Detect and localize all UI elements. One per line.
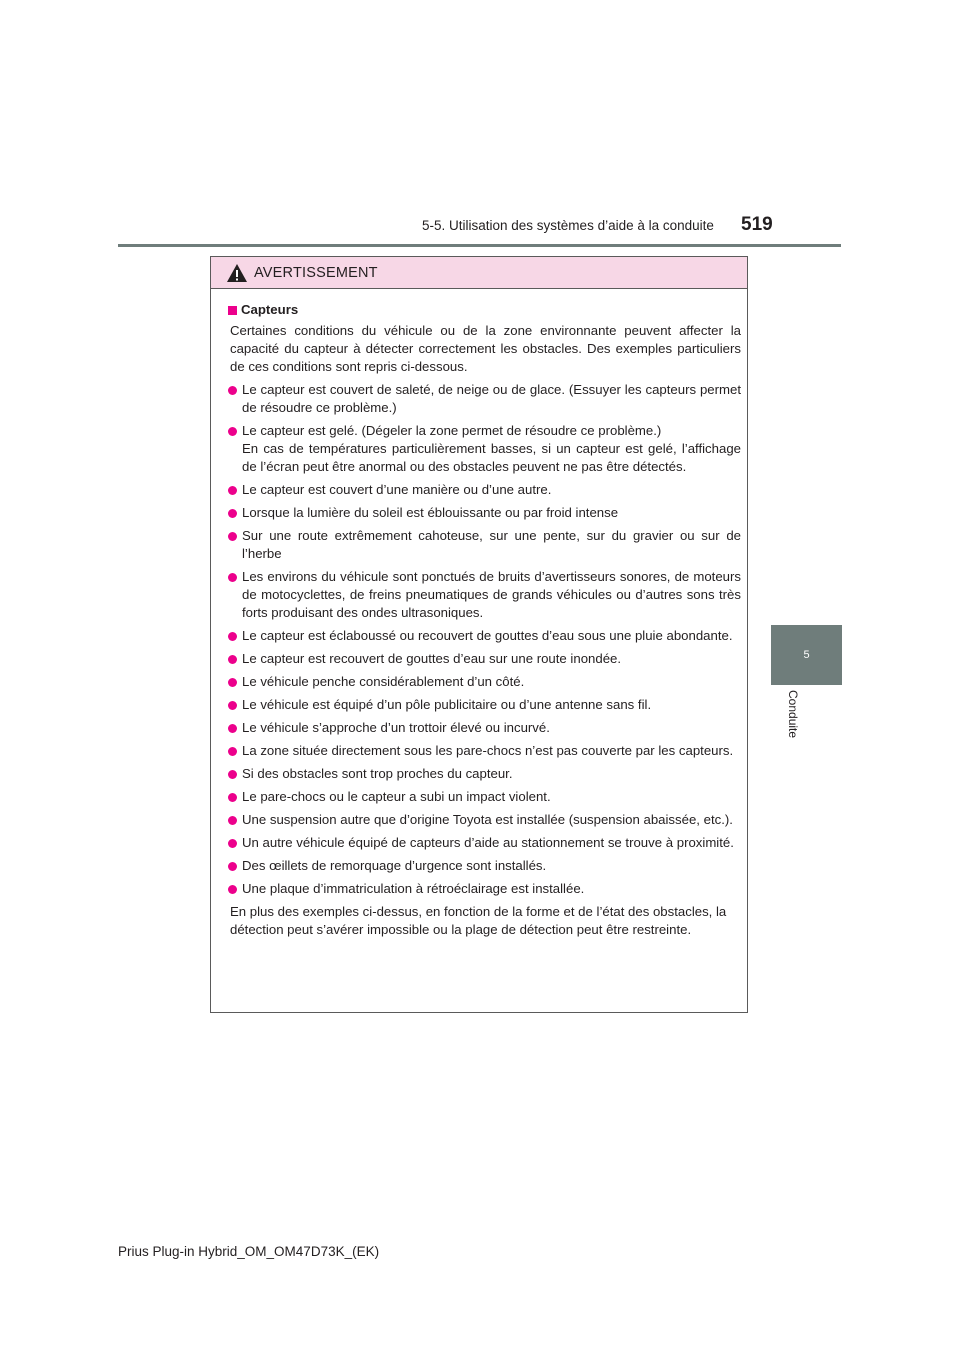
list-item bbox=[228, 673, 741, 691]
round-bullet-icon bbox=[228, 655, 237, 664]
intro-paragraph: Certaines conditions du véhicule ou de la zone environnante peuvent affecter la capacité du capteur à détecter correctement les obstacles. Des exemples particuliers de ces conditions sont repris ci-dessous. bbox=[230, 323, 741, 374]
round-bullet-icon bbox=[228, 793, 237, 802]
round-bullet-icon bbox=[228, 632, 237, 641]
round-bullet-icon bbox=[228, 573, 237, 582]
list-item bbox=[228, 880, 741, 898]
list-item-text: Le pare-chocs ou le capteur a subi un impact violent. bbox=[242, 789, 551, 804]
round-bullet-icon bbox=[228, 724, 237, 733]
round-bullet-icon bbox=[228, 885, 237, 894]
section-heading bbox=[228, 301, 741, 319]
list-item-text: Le véhicule est équipé d’un pôle publicitaire ou d’une antenne sans fil. bbox=[242, 697, 652, 712]
chapter-tab[interactable] bbox=[771, 625, 842, 685]
list-item bbox=[228, 504, 741, 522]
warning-title: AVERTISSEMENT bbox=[254, 264, 378, 281]
footer-model: Prius Plug-in Hybrid_OM_OM47D73K_(EK) bbox=[118, 1244, 380, 1259]
list-item-text: Sur une route extrêmement cahoteuse, sur une pente, sur du gravier ou sur de l’herbe bbox=[242, 528, 741, 561]
list-item-text: La zone située directement sous les pare-chocs n’est pas couverte par les capteurs. bbox=[242, 743, 734, 758]
round-bullet-icon bbox=[228, 770, 237, 779]
list-item bbox=[228, 857, 741, 875]
list-item-text: Une suspension autre que d’origine Toyota est installée (suspension abaissée, etc.). bbox=[242, 812, 733, 827]
list-item bbox=[228, 481, 741, 499]
section-title: 5-5. Utilisation des systèmes d’aide à la conduite bbox=[422, 218, 714, 233]
warning-header bbox=[211, 257, 747, 289]
list-item-text: Une plaque d’immatriculation à rétroéclairage est installée. bbox=[242, 881, 585, 896]
list-item bbox=[228, 696, 741, 714]
list-item-text: Les environs du véhicule sont ponctués de bruits d’avertisseurs sonores, de moteurs de motocyclettes, de freins pneumatiques de grands véhicules ou d’autres sons très forts produisant des ondes ultrasoniques. bbox=[242, 569, 741, 620]
chapter-title: Conduite bbox=[786, 690, 800, 739]
list-item-text: Lorsque la lumière du soleil est éblouissante ou par froid intense bbox=[242, 505, 619, 520]
list-item-text: Le capteur est gelé. (Dégeler la zone permet de résoudre ce problème.) En cas de températures particulièrement basses, si un capteur est gelé, l’affichage de l’écran peut être anormal ou des obstacles peuvent ne pas être détectés. bbox=[242, 423, 741, 474]
warning-triangle-icon bbox=[226, 263, 248, 283]
square-bullet-icon bbox=[228, 306, 237, 315]
list-item-text: Le capteur est couvert d’une manière ou d’une autre. bbox=[242, 482, 552, 497]
round-bullet-icon bbox=[228, 701, 237, 710]
warning-body bbox=[211, 289, 747, 939]
list-item bbox=[228, 527, 741, 563]
heading-text: Capteurs bbox=[241, 302, 299, 317]
list-item-text: Le véhicule penche considérablement d’un côté. bbox=[242, 674, 525, 689]
closing-paragraph: En plus des exemples ci-dessus, en fonction de la forme et de l’état des obstacles, la détection peut s’avérer impossible ou la plage de détection peut être restreinte. bbox=[230, 904, 727, 937]
chapter-number: 5 bbox=[803, 649, 810, 661]
round-bullet-icon bbox=[228, 509, 237, 518]
list-item bbox=[228, 627, 741, 645]
list-item-text: Si des obstacles sont trop proches du capteur. bbox=[242, 766, 513, 781]
round-bullet-icon bbox=[228, 486, 237, 495]
list-item bbox=[228, 381, 741, 417]
list-item-text: Un autre véhicule équipé de capteurs d’aide au stationnement se trouve à proximité. bbox=[242, 835, 734, 850]
round-bullet-icon bbox=[228, 427, 237, 436]
list-item-text: Des œillets de remorquage d’urgence sont installés. bbox=[242, 858, 547, 873]
page-number: 519 bbox=[741, 214, 773, 235]
round-bullet-icon bbox=[228, 532, 237, 541]
list-item-text: Le capteur est couvert de saleté, de neige ou de glace. (Essuyer les capteurs permet de résoudre ce problème.) bbox=[242, 382, 741, 415]
round-bullet-icon bbox=[228, 862, 237, 871]
list-item bbox=[228, 650, 741, 668]
list-item-text: Le capteur est éclaboussé ou recouvert de gouttes d’eau sous une pluie abondante. bbox=[242, 628, 733, 643]
list-item bbox=[228, 765, 741, 783]
list-item bbox=[228, 811, 741, 829]
list-item bbox=[228, 742, 741, 760]
list-item bbox=[228, 422, 741, 476]
list-item bbox=[228, 788, 741, 806]
warning-box bbox=[210, 256, 748, 1013]
round-bullet-icon bbox=[228, 747, 237, 756]
round-bullet-icon bbox=[228, 678, 237, 687]
round-bullet-icon bbox=[228, 839, 237, 848]
header-divider bbox=[118, 244, 841, 247]
round-bullet-icon bbox=[228, 386, 237, 395]
list-item-text: Le véhicule s’approche d’un trottoir élevé ou incurvé. bbox=[242, 720, 550, 735]
condition-list bbox=[228, 381, 741, 898]
list-item bbox=[228, 719, 741, 737]
round-bullet-icon bbox=[228, 816, 237, 825]
list-item bbox=[228, 568, 741, 622]
list-item-text: Le capteur est recouvert de gouttes d’eau sur une route inondée. bbox=[242, 651, 622, 666]
list-item bbox=[228, 834, 741, 852]
